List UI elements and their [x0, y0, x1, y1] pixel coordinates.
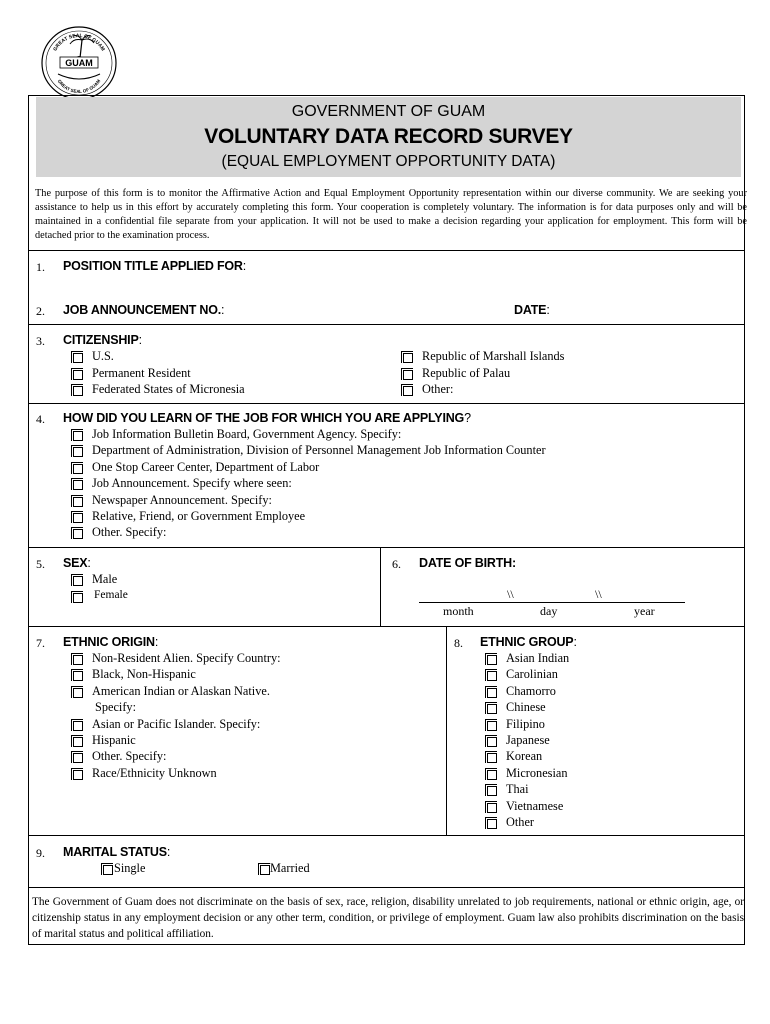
q5-number: 5. [36, 557, 45, 571]
citizenship-option-label: Permanent Resident [92, 365, 191, 380]
guam-seal-logo [40, 24, 118, 102]
ethnic-group-checkbox-korean[interactable] [487, 753, 497, 763]
citizenship-option-label: U.S. [92, 349, 114, 363]
learn-of-job-label: HOW DID YOU LEARN OF THE JOB FOR WHICH YOU ARE APPLYING? [63, 411, 471, 425]
ethnic-group-checkbox-japanese[interactable] [487, 737, 497, 747]
single-option-label: Single [114, 861, 146, 875]
citizenship-option-label: Republic of Marshall Islands [422, 349, 565, 363]
citizenship-checkbox-federated-states-of-micronesia[interactable] [73, 386, 83, 396]
learn-source-checkbox-other-specify[interactable] [73, 529, 83, 539]
dob-separator: \\ [507, 587, 514, 601]
citizenship-option-label: Federated States of Micronesia [92, 382, 245, 396]
q6-number: 6. [392, 557, 401, 571]
learn-source-checkbox-one-stop-career-center-department-of-lab[interactable] [73, 464, 83, 474]
q8-number: 8. [454, 636, 463, 650]
ethnic-group-option-label: Korean [506, 749, 543, 764]
dob-input-line[interactable] [419, 602, 685, 603]
male-option-label: Male [92, 572, 118, 586]
learn-source-option-label: Job Information Bulletin Board, Government Agency. Specify: [92, 427, 402, 441]
learn-source-option-label: Newspaper Announcement. Specify: [92, 492, 272, 507]
ethnic-group-option-label: Japanese [506, 733, 550, 747]
ethnic-group-option-label: Chamorro [506, 683, 556, 698]
form-title: VOLUNTARY DATA RECORD SURVEY [204, 125, 573, 148]
citizenship-checkbox-republic-of-marshall-islands[interactable] [403, 353, 413, 363]
divider [29, 547, 744, 548]
q3-number: 3. [36, 334, 45, 348]
male-checkbox[interactable] [73, 576, 83, 586]
married-checkbox[interactable] [260, 865, 270, 875]
learn-source-option-label: Relative, Friend, or Government Employee [92, 509, 306, 523]
ethnic-origin-option-label: American Indian or Alaskan Native. [92, 683, 270, 698]
dob-month-caption: month [443, 604, 474, 618]
ethnic-origin-option-label: Hispanic [92, 733, 136, 747]
ethnic-origin-checkbox-non-resident-alien-specify-country[interactable] [73, 655, 83, 665]
learn-source-option-label: One Stop Career Center, Department of Labor [92, 459, 320, 474]
ethnic-group-option-label: Chinese [506, 700, 546, 715]
ethnic-group-option-label: Asian Indian [506, 651, 570, 665]
ethnic-origin-option-label: Black, Non-Hispanic [92, 667, 196, 682]
citizenship-checkbox-permanent-resident[interactable] [73, 370, 83, 380]
divider [29, 250, 744, 251]
ethnic-origin-checkbox-other-specify[interactable] [73, 753, 83, 763]
date-of-birth-label: DATE OF BIRTH: [419, 556, 516, 570]
ethnic-origin-option-label: Other. Specify: [92, 749, 167, 764]
ethnic-group-checkbox-thai[interactable] [487, 786, 497, 796]
divider [29, 835, 744, 836]
seal-top-text: GREAT SEAL OF GUAM [52, 32, 106, 53]
ethnic-group-checkbox-vietnamese[interactable] [487, 803, 497, 813]
svg-text:GREAT SEAL OF GUAM [52, 33, 105, 52]
citizenship-option-label: Other: [422, 382, 454, 396]
ethnic-group-option-label: Thai [506, 782, 529, 797]
citizenship-option-label: Republic of Palau [422, 365, 511, 380]
ethnic-group-label: ETHNIC GROUP: [480, 635, 577, 649]
q1-number: 1. [36, 260, 45, 274]
citizenship-checkbox-other[interactable] [403, 386, 413, 396]
ethnic-group-option-label: Vietnamese [506, 798, 564, 813]
q7-number: 7. [36, 636, 45, 650]
q4-number: 4. [36, 412, 45, 426]
date-label: DATE: [514, 303, 550, 317]
q2-number: 2. [36, 304, 45, 318]
female-checkbox[interactable] [73, 593, 83, 603]
svg-text:GREAT SEAL OF GUAM [57, 78, 102, 94]
divider [380, 547, 381, 626]
non-discrimination-statement: The Government of Guam does not discriminate on the basis of sex, race, religion, disability unrelated to job requirements, national or ethnic origin, age, or citizenship status in any employment decision or any other term, condition, or privilege of employment. Guam law also prohibits discrimination on the basis of marital status and political affiliation. [32, 896, 744, 940]
ethnic-origin-checkbox-race-ethnicity-unknown[interactable] [73, 770, 83, 780]
learn-source-checkbox-newspaper-announcement-specify[interactable] [73, 497, 83, 507]
ethnic-origin-option-label: Asian or Pacific Islander. Specify: [92, 716, 261, 731]
dob-year-caption: year [634, 604, 655, 618]
form-header [36, 97, 741, 177]
ethnic-group-option-label: Micronesian [506, 765, 568, 780]
form-subtitle: (EQUAL EMPLOYMENT OPPORTUNITY DATA) [221, 153, 556, 170]
ethnic-origin-label: ETHNIC ORIGIN: [63, 635, 159, 649]
ethnic-group-option-label: Other [506, 815, 534, 829]
ethnic-group-checkbox-chamorro[interactable] [487, 688, 497, 698]
government-heading: GOVERNMENT OF GUAM [291, 103, 486, 120]
learn-source-option-label: Other. Specify: [92, 525, 167, 540]
ethnic-group-checkbox-micronesian[interactable] [487, 770, 497, 780]
learn-source-checkbox-job-information-bulletin-board-governmen[interactable] [73, 431, 83, 441]
survey-form [28, 95, 745, 945]
ethnic-origin-checkbox-black-non-hispanic[interactable] [73, 671, 83, 681]
citizenship-checkbox-republic-of-palau[interactable] [403, 370, 413, 380]
ethnic-origin-checkbox-asian-or-pacific-islander-specify[interactable] [73, 721, 83, 731]
ethnic-origin-specify-label: Specify: [95, 700, 136, 715]
learn-source-checkbox-relative-friend-or-government-employee[interactable] [73, 513, 83, 523]
position-title-label: POSITION TITLE APPLIED FOR: [63, 259, 247, 273]
marital-status-label: MARITAL STATUS: [63, 845, 171, 859]
ethnic-group-option-label: Filipino [506, 716, 545, 731]
learn-source-option-label: Department of Administration, Division of Personnel Management Job Information Counter [92, 443, 546, 458]
q9-number: 9. [36, 846, 45, 860]
seal-bottom-text: GREAT SEAL OF GUAM [56, 78, 102, 95]
learn-source-checkbox-department-of-administration-division-of[interactable] [73, 447, 83, 457]
ethnic-group-checkbox-filipino[interactable] [487, 721, 497, 731]
female-option-label: Female [94, 589, 128, 601]
divider [446, 626, 447, 835]
dob-separator: \\ [595, 587, 602, 601]
dob-day-caption: day [540, 604, 558, 618]
learn-source-checkbox-job-announcement-specify-where-seen[interactable] [73, 480, 83, 490]
single-checkbox[interactable] [103, 865, 113, 875]
divider [29, 887, 744, 888]
ethnic-origin-option-label: Non-Resident Alien. Specify Country: [92, 651, 281, 665]
married-option-label: Married [270, 861, 310, 875]
sex-label: SEX: [63, 556, 91, 570]
divider [29, 626, 744, 627]
citizenship-label: CITIZENSHIP: [63, 333, 142, 347]
divider [29, 403, 744, 404]
purpose-statement: The purpose of this form is to monitor the Affirmative Action and Equal Employment Opportunity representation within our diverse community. We are seeking your assistance to help us in this effort by accurately completing this form. Your cooperation is completely voluntary. The information is for data purposes only and will be maintained in a confidential file separate from your application. It will not be used to make a decision regarding your application for employment. This form will be detached prior to the examination process. [35, 188, 747, 241]
ethnic-group-checkbox-carolinian[interactable] [487, 671, 497, 681]
learn-source-option-label: Job Announcement. Specify where seen: [92, 476, 292, 491]
divider [29, 324, 744, 325]
citizenship-checkbox-u-s[interactable] [73, 353, 83, 363]
ethnic-origin-option-label: Race/Ethnicity Unknown [92, 765, 217, 780]
ethnic-origin-checkbox-american-indian-or-alaskan-native[interactable] [73, 688, 83, 698]
ethnic-group-checkbox-chinese[interactable] [487, 704, 497, 714]
job-announcement-label: JOB ANNOUNCEMENT NO.: [63, 303, 225, 317]
seal-center-text: GUAM [65, 58, 93, 68]
ethnic-group-checkbox-other[interactable] [487, 819, 497, 829]
ethnic-group-checkbox-asian-indian[interactable] [487, 655, 497, 665]
ethnic-group-option-label: Carolinian [506, 667, 558, 682]
ethnic-origin-checkbox-hispanic[interactable] [73, 737, 83, 747]
